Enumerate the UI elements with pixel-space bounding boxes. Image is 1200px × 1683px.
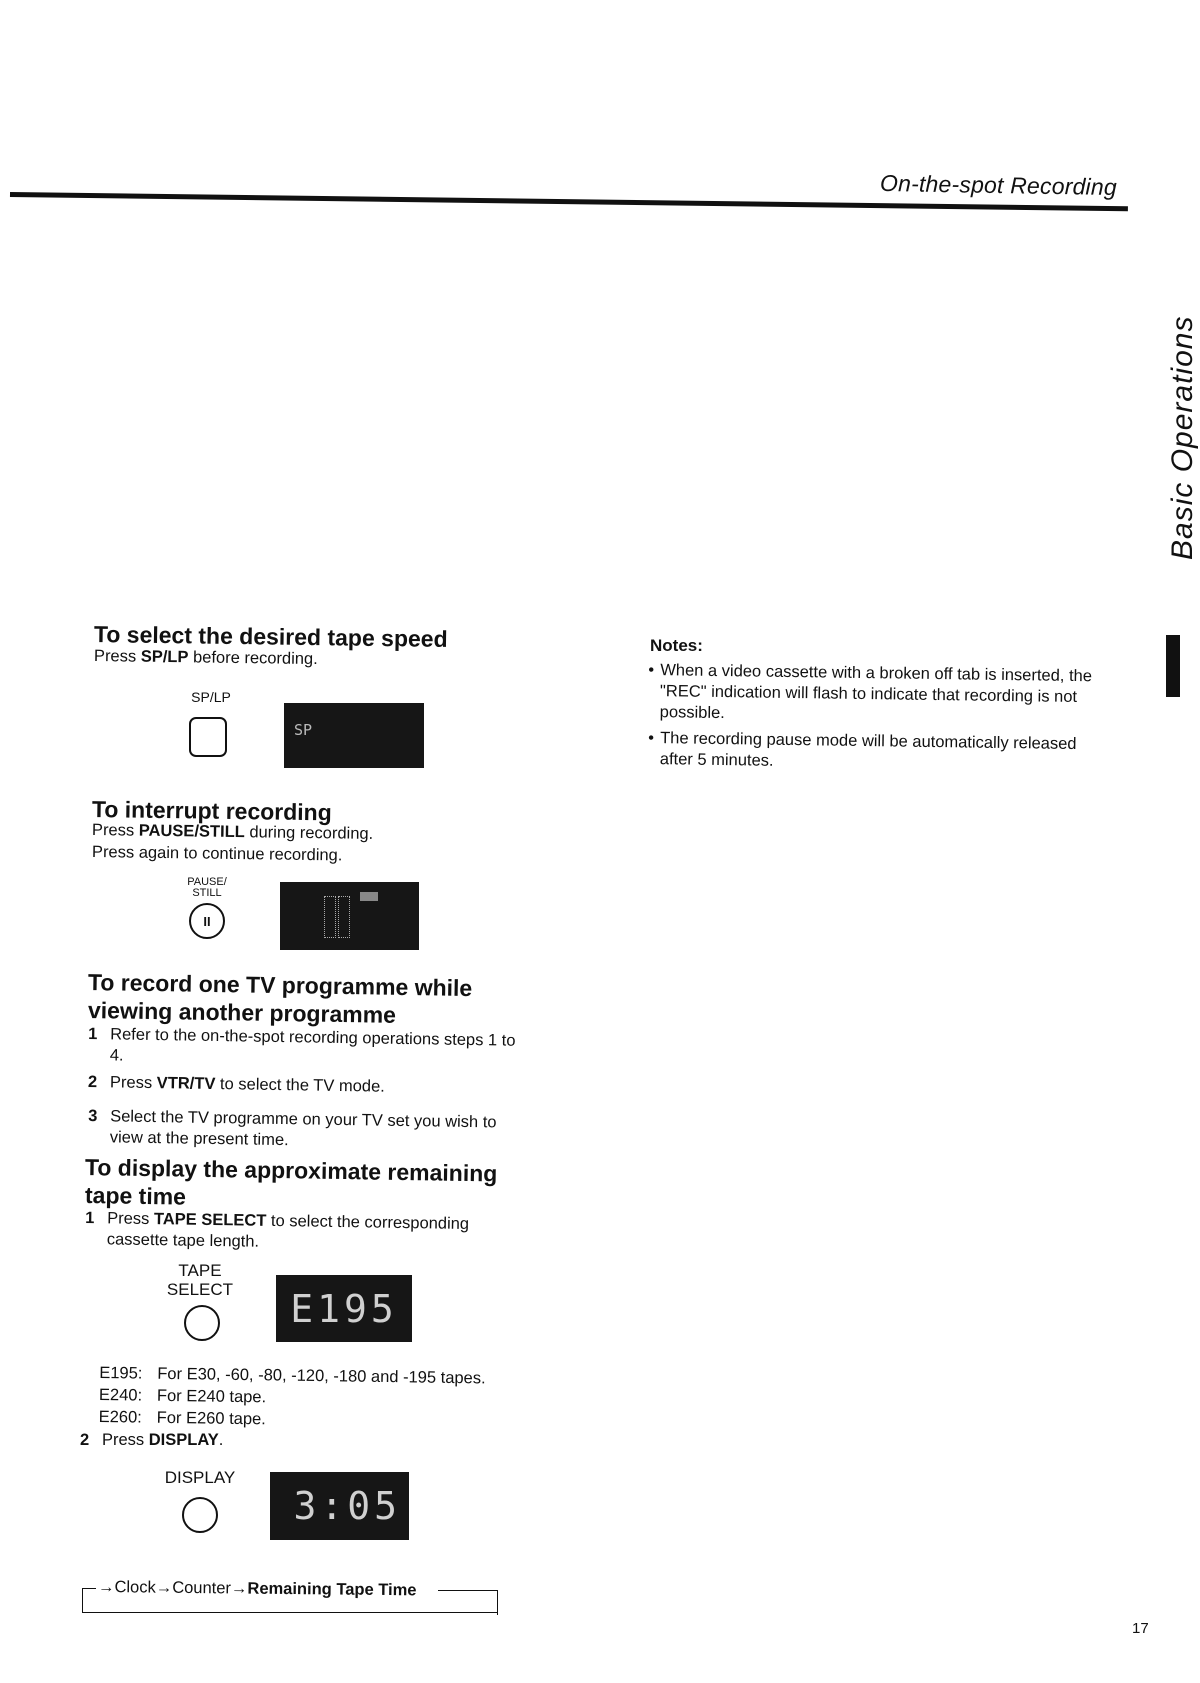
tape-select-button-icon bbox=[184, 1305, 220, 1341]
text-segment: Press bbox=[109, 1073, 157, 1093]
tape-desc: For E30, -60, -80, -120, -180 and -195 tapes. bbox=[157, 1364, 486, 1388]
lcd-segment-digit bbox=[338, 896, 350, 938]
tape-code: E240: bbox=[98, 1386, 143, 1405]
remaining-time-title-2: tape time bbox=[84, 1182, 187, 1210]
still-label-line: STILL bbox=[192, 887, 222, 899]
flow-remaining-time: Remaining Tape Time bbox=[247, 1579, 417, 1600]
side-tab-label: Basic Operations bbox=[1166, 315, 1199, 560]
text-segment: during recording. bbox=[244, 823, 374, 843]
text-segment: . bbox=[218, 1431, 224, 1449]
flow-counter: Counter bbox=[172, 1578, 232, 1598]
step-number: 2 bbox=[87, 1073, 98, 1092]
pause-still-keyword: PAUSE/STILL bbox=[138, 821, 245, 842]
sp-lp-button-label: SP/LP bbox=[191, 689, 231, 705]
side-tab-bar bbox=[1166, 635, 1180, 697]
flow-line bbox=[82, 1588, 83, 1613]
remaining-time-title-1: To display the approximate remaining bbox=[84, 1154, 498, 1187]
pause-glyph: II bbox=[203, 913, 211, 929]
pause-label-line: PAUSE/ bbox=[187, 876, 227, 888]
text-segment: Press bbox=[93, 647, 141, 666]
text-segment: to select the corresponding cassette tape length. bbox=[106, 1211, 470, 1251]
step-text: Select the TV programme on your TV set you wish to view at the present time. bbox=[109, 1107, 497, 1150]
note-item bbox=[648, 660, 1109, 729]
tape-label-line: TAPE bbox=[178, 1261, 222, 1280]
tape-code: E195: bbox=[99, 1364, 143, 1383]
flow-clock: Clock bbox=[114, 1578, 156, 1597]
pause-display bbox=[280, 882, 419, 950]
running-title: On-the-spot Recording bbox=[879, 169, 1118, 201]
sp-indicator: SP bbox=[294, 721, 313, 739]
flow-line bbox=[82, 1612, 498, 1613]
remaining-step-1 bbox=[85, 1208, 508, 1257]
remaining-step-2 bbox=[80, 1430, 522, 1451]
step-3 bbox=[88, 1106, 531, 1155]
tape-length-display bbox=[276, 1275, 412, 1342]
tape-speed-display bbox=[284, 703, 424, 768]
sp-lp-keyword: SP/LP bbox=[140, 647, 189, 667]
text-segment: to select the TV mode. bbox=[215, 1075, 385, 1096]
note-text: The recording pause mode will be automatically released after 5 minutes. bbox=[659, 729, 1077, 770]
record-while-viewing-title-2: viewing another programme bbox=[87, 997, 397, 1028]
tape-desc: For E260 tape. bbox=[156, 1408, 266, 1429]
remaining-time-readout: 3:05 bbox=[293, 1484, 401, 1528]
tape-length-readout: E195 bbox=[290, 1286, 398, 1331]
page-number: 17 bbox=[1132, 1620, 1149, 1637]
remaining-time-display bbox=[270, 1472, 409, 1540]
interrupt-line-2: Press again to continue recording. bbox=[91, 843, 343, 865]
tape-code: E260: bbox=[98, 1407, 142, 1427]
bullet-icon: • bbox=[648, 729, 655, 748]
note-text: When a video cassette with a broken off tab is inserted, the "REC" indication will flash to indicate that recording is not possible. bbox=[659, 661, 1093, 723]
step-number: 1 bbox=[88, 1025, 98, 1044]
sp-lp-button-icon bbox=[189, 717, 227, 757]
arrow-icon: → bbox=[97, 1578, 115, 1597]
notes-title: Notes: bbox=[650, 636, 703, 655]
record-while-viewing-title-1: To record one TV programme while bbox=[87, 969, 473, 1002]
step-number: 3 bbox=[88, 1107, 98, 1126]
step-2 bbox=[88, 1072, 530, 1100]
text-segment: Press bbox=[102, 1431, 149, 1449]
pause-still-button-label bbox=[182, 877, 232, 899]
step-1 bbox=[88, 1024, 531, 1073]
pause-icon bbox=[189, 903, 225, 939]
step-number: 1 bbox=[85, 1209, 95, 1228]
arrow-icon: → bbox=[155, 1578, 173, 1597]
text-segment: Press bbox=[91, 821, 139, 840]
tape-length-list bbox=[99, 1362, 486, 1433]
tape-speed-instruction bbox=[94, 646, 318, 670]
flow-line bbox=[438, 1590, 498, 1591]
step-text bbox=[110, 1072, 530, 1100]
note-item bbox=[648, 728, 1109, 776]
tape-select-keyword: TAPE SELECT bbox=[153, 1210, 267, 1230]
display-button-label: DISPLAY bbox=[164, 1468, 236, 1487]
flow-line bbox=[82, 1588, 96, 1589]
step-text: Refer to the on-the-spot recording operations steps 1 to 4. bbox=[109, 1025, 516, 1065]
display-cycle-flow bbox=[98, 1578, 417, 1600]
vtr-tv-keyword: VTR/TV bbox=[156, 1074, 216, 1094]
step-text bbox=[107, 1208, 508, 1256]
lcd-segment-digit bbox=[324, 896, 336, 938]
tape-select-button-label bbox=[160, 1261, 240, 1299]
rec-indicator bbox=[360, 892, 378, 901]
select-label-line: SELECT bbox=[166, 1280, 234, 1299]
tape-speed-title: To select the desired tape speed bbox=[93, 621, 448, 652]
arrow-icon: → bbox=[230, 1579, 248, 1598]
display-keyword: DISPLAY bbox=[148, 1431, 219, 1449]
interrupt-title: To interrupt recording bbox=[91, 796, 332, 826]
text-segment: before recording. bbox=[188, 648, 318, 669]
bullet-icon: • bbox=[648, 661, 655, 680]
step-number: 2 bbox=[80, 1431, 90, 1449]
step-text bbox=[102, 1430, 522, 1451]
display-button-icon bbox=[182, 1497, 218, 1533]
interrupt-line-1 bbox=[92, 820, 374, 845]
text-segment: Press bbox=[107, 1209, 155, 1229]
tape-desc: For E240 tape. bbox=[156, 1386, 267, 1407]
